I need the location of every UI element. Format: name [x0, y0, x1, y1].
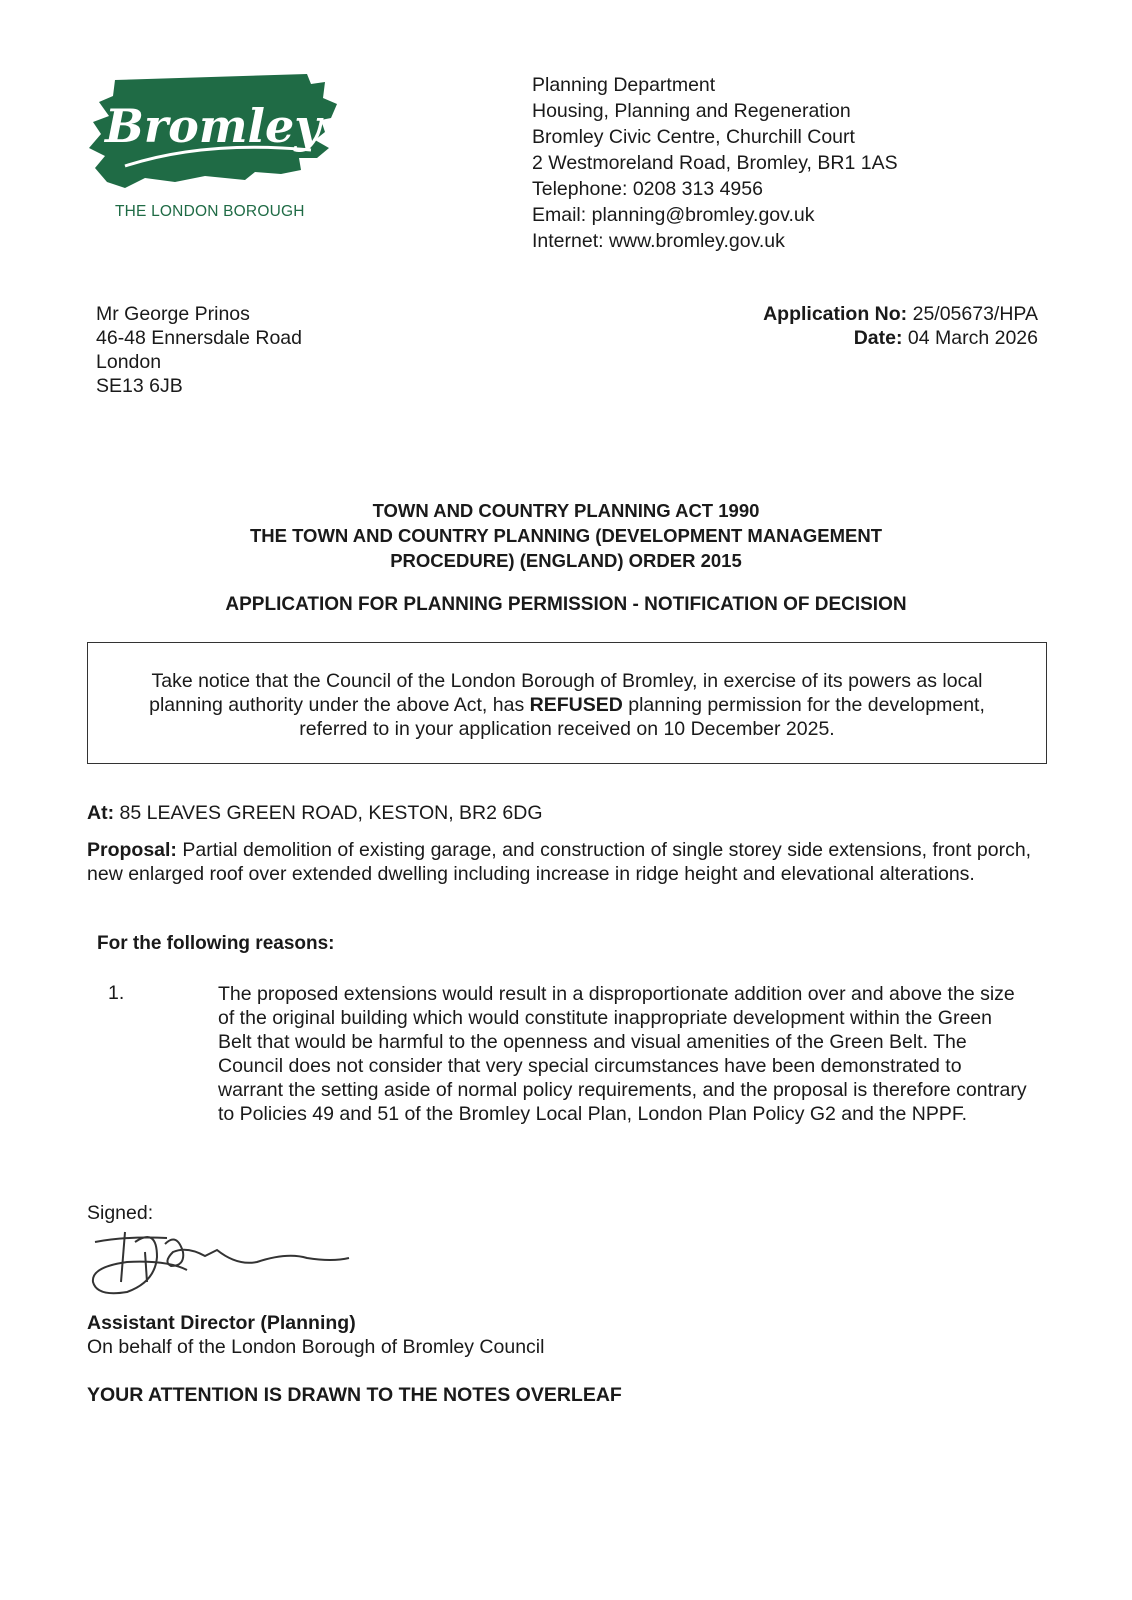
logo-wordmark: Bromley: [105, 99, 321, 153]
logo-brush-shape: [85, 70, 345, 205]
recipient-line: 46-48 Ennersdale Road: [96, 327, 302, 349]
at-label: At:: [87, 802, 115, 824]
proposal-row: [87, 838, 1047, 886]
reasons-heading: For the following reasons:: [97, 933, 335, 954]
title-line: TOWN AND COUNTRY PLANNING ACT 1990: [372, 500, 760, 521]
notification-title: APPLICATION FOR PLANNING PERMISSION - NOTIFICATION OF DECISION: [225, 594, 907, 615]
recipient-address: [96, 302, 302, 398]
application-number-row: [763, 302, 1038, 326]
dept-email: Email: planning@bromley.gov.uk: [532, 204, 815, 226]
date-row: [763, 326, 1038, 350]
attention-notice: YOUR ATTENTION IS DRAWN TO THE NOTES OVERLEAF: [87, 1384, 622, 1406]
date-label: Date:: [853, 327, 903, 349]
act-titles: [86, 498, 1046, 573]
reason-text: The proposed extensions would result in a disproportionate addition over and above the size of the original building which would constitute inappropriate development within the Green Belt that would be harmful to the openness and visual amenities of the Green Belt. The Council does not consider that very special circumstances have been demonstrated to warrant the setting aside of normal policy requirements, and the proposal is therefore contrary to Policies 49 and 51 of the Bromley Local Plan, London Plan Policy G2 and the NPPF.: [218, 983, 1027, 1125]
application-number-label: Application No:: [763, 303, 908, 325]
department-address: [532, 72, 898, 254]
recipient-postcode: SE13 6JB: [96, 375, 183, 397]
recipient-name: Mr George Prinos: [96, 303, 250, 325]
recipient-line: London: [96, 351, 162, 373]
application-number: 25/05673/HPA: [912, 303, 1038, 325]
dept-line: Housing, Planning and Regeneration: [532, 100, 851, 122]
proposal-label: Proposal:: [87, 839, 177, 861]
signatory-title: Assistant Director (Planning): [87, 1312, 356, 1334]
signed-label: Signed:: [87, 1202, 154, 1224]
dept-line: 2 Westmoreland Road, Bromley, BR1 1AS: [532, 152, 898, 174]
title-line: PROCEDURE) (ENGLAND) ORDER 2015: [390, 550, 742, 571]
decision-notice-box: [87, 642, 1047, 764]
application-reference: [763, 302, 1038, 350]
site-address: 85 LEAVES GREEN ROAD, KESTON, BR2 6DG: [119, 802, 543, 824]
logo-subtitle: THE LONDON BOROUGH: [115, 203, 305, 220]
decision-date: 04 March 2026: [907, 327, 1038, 349]
dept-line: Bromley Civic Centre, Churchill Court: [532, 126, 855, 148]
title-line: THE TOWN AND COUNTRY PLANNING (DEVELOPMENT MANAGEMENT: [249, 525, 883, 546]
proposal-text: Partial demolition of existing garage, and construction of single storey side extensions, front porch, new enlarged roof over extended dwelling including increase in ridge height and elevational alterations.: [87, 839, 1032, 885]
reason-number: 1.: [108, 982, 125, 1004]
notice-line: [88, 693, 1046, 717]
notice-line: Take notice that the Council of the London Borough of Bromley, in exercise of its powers as local: [151, 670, 983, 692]
bromley-logo: [85, 70, 345, 230]
decision-status: REFUSED: [529, 694, 623, 716]
signature-image: [87, 1222, 357, 1312]
dept-internet: Internet: www.bromley.gov.uk: [532, 230, 785, 252]
notice-text: planning authority under the above Act, has: [149, 694, 530, 716]
site-address-row: [87, 802, 543, 825]
notice-text: planning permission for the development,: [622, 694, 985, 716]
dept-telephone: Telephone: 0208 313 4956: [532, 178, 763, 200]
dept-line: Planning Department: [532, 74, 716, 96]
notice-line: referred to in your application received on 10 December 2025.: [299, 718, 835, 740]
on-behalf-text: On behalf of the London Borough of Bromley Council: [87, 1336, 545, 1358]
